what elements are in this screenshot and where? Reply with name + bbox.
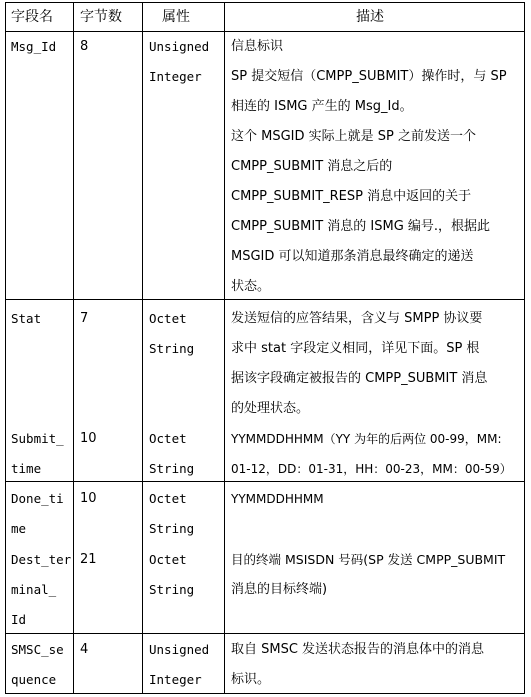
cell-description-line: YYMMDDHHMM (231, 492, 324, 506)
cell-description-line: 信息标识 (231, 39, 284, 54)
cell-attribute: Octet (149, 431, 187, 446)
header-description: 描述 (356, 9, 384, 25)
cell-description-line: 据该字段确定被报告的 CMPP_SUBMIT 消息 (231, 371, 488, 386)
cell-byte-count: 10 (80, 431, 97, 446)
cell-attribute: Integer (149, 69, 202, 84)
cell-attribute: Octet (149, 311, 187, 326)
cell-description-line: 标识。 (231, 672, 271, 687)
cell-field-name: time (11, 461, 42, 476)
cell-description-line: SP 提交短信（CMPP_SUBMIT）操作时，与 SP (231, 69, 507, 84)
cell-description-line: CMPP_SUBMIT 消息之后的 (231, 159, 393, 174)
cell-byte-count: 4 (80, 642, 89, 657)
cell-field-name: quence (11, 672, 57, 687)
table-rule (5, 633, 525, 634)
cell-attribute: Integer (149, 672, 202, 687)
cell-attribute: Unsigned (149, 642, 210, 657)
cell-field-name: Dest_ter (11, 552, 72, 567)
cell-byte-count: 7 (80, 311, 89, 326)
header-byte-count: 字节数 (80, 9, 122, 25)
cell-field-name: Submit_ (11, 431, 64, 446)
cell-description-line: 的处理状态。 (231, 401, 310, 416)
cell-byte-count: 8 (80, 39, 89, 54)
cell-description-line: 消息的目标终端) (231, 582, 328, 597)
cell-description-line: YYMMDDHHMM（YY 为年的后两位 00-99，MM: (231, 432, 502, 446)
cell-attribute: String (149, 521, 195, 536)
cell-field-name: Id (11, 612, 27, 627)
cell-description-line: 相连的 ISMG 产生的 Msg_Id。 (231, 99, 413, 114)
cell-attribute: Unsigned (149, 39, 210, 54)
table-rule (73, 2, 74, 694)
table-rule (142, 2, 143, 694)
cell-description-line: 这个 MSGID 实际上就是 SP 之前发送一个 (231, 129, 477, 144)
header-field-name: 字段名 (11, 9, 53, 25)
cell-field-name: SMSC_se (11, 642, 64, 657)
cell-description-line: CMPP_SUBMIT 消息的 ISMG 编号.，根据此 (231, 219, 491, 234)
cell-field-name: minal_ (11, 582, 57, 597)
table-rule (524, 2, 525, 694)
field-table (5, 2, 525, 694)
cell-description-line: MSGID 可以知道那条消息最终确定的递送 (231, 249, 474, 264)
cell-field-name: me (11, 521, 27, 536)
table-rule (5, 2, 6, 694)
cell-field-name: Stat (11, 311, 42, 326)
cell-field-name: Done_ti (11, 491, 64, 506)
cell-description-line: 目的终端 MSISDN 号码(SP 发送 CMPP_SUBMIT (231, 552, 506, 567)
cell-attribute: String (149, 582, 195, 597)
cell-description-line: CMPP_SUBMIT_RESP 消息中返回的关于 (231, 189, 472, 204)
cell-field-name: Msg_Id (11, 39, 57, 54)
header-attribute: 属性 (162, 9, 190, 25)
cell-attribute: Octet (149, 552, 187, 567)
cell-description-line: 发送短信的应答结果，含义与 SMPP 协议要 (231, 311, 483, 326)
cell-description-line: 01-12，DD：01-31，HH：00-23，MM：00-59） (231, 462, 512, 476)
table-rule (224, 2, 225, 694)
cell-attribute: String (149, 461, 195, 476)
cell-attribute: String (149, 341, 195, 356)
cell-attribute: Octet (149, 491, 187, 506)
cell-description-line: 求中 stat 字段定义相同，详见下面。SP 根 (231, 341, 480, 356)
cell-byte-count: 21 (80, 552, 97, 567)
cell-description-line: 取自 SMSC 发送状态报告的消息体中的消息 (231, 642, 485, 657)
cell-byte-count: 10 (80, 491, 97, 506)
cell-description-line: 状态。 (231, 279, 271, 294)
